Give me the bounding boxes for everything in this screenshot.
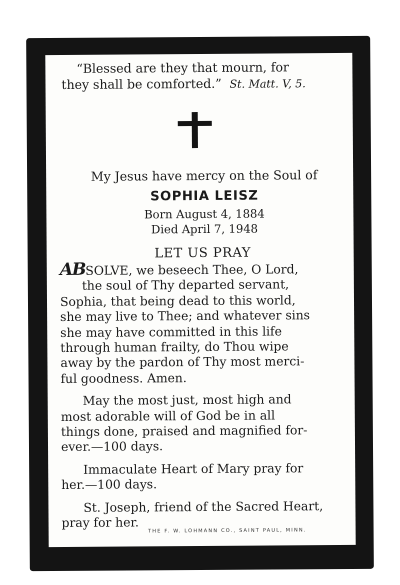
prayer-first-line-text: SOLVE, we beseech Thee, O Lord, [85, 262, 299, 278]
printer-imprint: THE F. W. LOHMANN CO., SAINT PAUL, MINN. [147, 527, 307, 535]
birth-date: Born August 4, 1884 [144, 206, 265, 222]
absolve-prayer [60, 261, 345, 387]
prayer-line: Immaculate Heart of Mary pray for [83, 461, 304, 477]
will-of-god-prayer [61, 392, 345, 456]
quote-line-1: “Blessed are they that mourn, for [76, 59, 289, 76]
immaculate-heart-prayer [61, 461, 345, 494]
let-us-pray-heading: LET US PRAY [154, 245, 251, 262]
prayer-line: ful goodness. Amen. [60, 370, 187, 386]
prayer-line: she may live to Thee; and whatever sins [60, 308, 310, 325]
prayer-line: ever.—100 days. [61, 439, 164, 455]
quote-reference: St. Matt. V, 5. [229, 77, 306, 91]
prayer-line: St. Joseph, friend of the Sacred Heart, [83, 498, 324, 515]
deceased-name: SOPHIA LEISZ [150, 188, 259, 205]
latin-cross-icon [175, 110, 215, 150]
death-date: Died April 7, 1948 [151, 221, 258, 237]
prayer-line: she may have committed in this life [60, 324, 282, 340]
memorial-card-content [58, 59, 345, 531]
prayer-line: pray for her. [61, 515, 139, 531]
quote-line-2 [58, 75, 342, 94]
prayer-line: the soul of Thy departed servant, [81, 277, 290, 294]
prayer-line: most adorable will of God be in all [60, 408, 276, 424]
prayer-first-line [60, 261, 344, 279]
prayer-line: things done, praised and magnified for- [60, 423, 308, 440]
prayer-line: her.—100 days. [61, 477, 158, 493]
scripture-quote [58, 59, 342, 94]
prayer-line: through human frailty, do Thou wipe [60, 339, 289, 356]
life-dates [59, 206, 343, 238]
quote-text: they shall be comforted.” [61, 75, 222, 92]
prayer-line: away by the pardon of Thy most merci- [60, 354, 305, 371]
mercy-line: My Jesus have mercy on the Soul of [90, 167, 318, 184]
prayer-line: Sophia, that being dead to this world, [59, 293, 296, 309]
drop-cap: AB [59, 259, 86, 280]
prayer-line: May the most just, most high and [82, 392, 292, 409]
